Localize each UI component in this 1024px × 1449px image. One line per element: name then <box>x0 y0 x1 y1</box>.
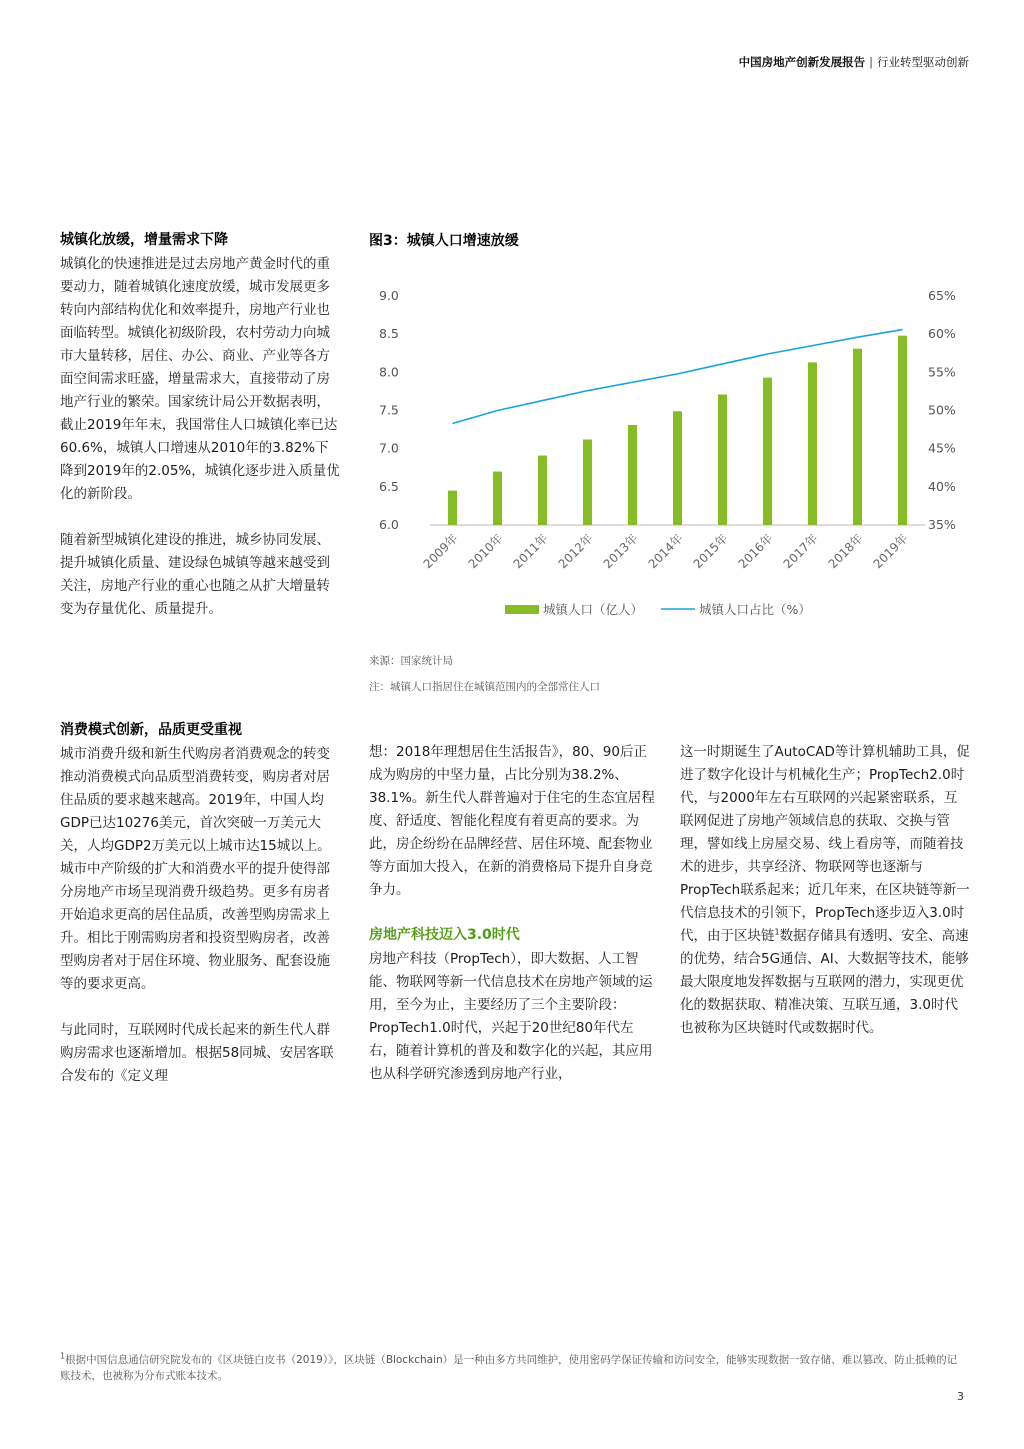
bar-urban-population <box>853 349 862 525</box>
bar-urban-population <box>448 491 457 525</box>
y-right-tick-label: 40% <box>928 478 956 494</box>
y-left-tick-label: 6.0 <box>379 517 399 532</box>
bar-urban-population <box>583 440 592 525</box>
section-heading-urbanization: 城镇化放缓，增量需求下降 <box>60 232 228 248</box>
x-tick-label: 2015年 <box>690 531 731 572</box>
y-right-tick-label: 60% <box>928 326 956 342</box>
footnote-ref[interactable]: 1 <box>774 927 780 937</box>
section-title: 行业转型驱动创新 <box>877 55 969 69</box>
x-tick-label: 2017年 <box>780 531 821 572</box>
paragraph-consumption: 城市消费升级和新生代购房者消费观念的转变推动消费模式向品质型消费转变，购房者对居住品质的要求越来越高。2019年，中国人均GDP已达10276美元，首次突破一万美元大关，人均GDP2万美元以上城市达15城以上。城市中产阶级的扩大和消费水平的提升使得部分房地产市场呈现消费升级趋势。更多有房者开始追求更高的居住品质，改善型购房需求上升。相比于刚需购房者和投资型购房者，改善型购房者对于居住环境、物业服务、配套设施等的要求更高。 <box>60 746 331 992</box>
legend-label-bar: 城镇人口（亿人） <box>543 602 644 617</box>
y-right-tick-label: 50% <box>928 402 956 418</box>
footnote <box>60 1352 960 1384</box>
paragraph-ideal-living: 想：2018年理想居住生活报告》，80、90后正成为购房的中坚力量，占比分别为38.2%、38.1%。新生代人群普遍对于住宅的生态宜居程度、舒适度、智能化程度有着更高的要求。为此，房企纷纷在品牌经营、居住环境、配套物业等方面加大投入，在新的消费格局下提升自身竞争力。 <box>369 744 655 898</box>
paragraph-new-generation: 与此同时，互联网时代成长起来的新生代人群购房需求也逐渐增加。根据58同城、安居客联合发布的《定义理 <box>60 1022 334 1084</box>
y-right-tick-label: 55% <box>928 364 956 380</box>
x-tick-label: 2014年 <box>645 531 686 572</box>
bar-urban-population <box>673 411 682 525</box>
header-separator: | <box>869 55 873 69</box>
paragraph-urbanization: 城镇化的快速推进是过去房地产黄金时代的重要动力，随着城镇化速度放缓，城市发展更多转向内部结构优化和效率提升，房地产行业也面临转型。城镇化初级阶段，农村劳动力向城市大量转移，居住、办公、商业、产业等各方面空间需求旺盛，增量需求大，直接带动了房地产行业的繁荣。国家统计局公开数据表明，截止2019年年末，我国常住人口城镇化率已达60.6%，城镇人口增速从2010年的3.82%下降到2019年的2.05%，城镇化逐步进入质量优化的新阶段。 <box>60 256 340 502</box>
figure-note: 注：城镇人口指居住在城镇范围内的全部常住人口 <box>369 681 600 693</box>
section-heading-consumption: 消费模式创新，品质更受重视 <box>60 722 242 738</box>
footnote-text: 根据中国信息通信研究院发布的《区块链白皮书（2019）》，区块链（Blockchain）是一种由多方共同维护，使用密码学保证传输和访问安全，能够实现数据一致存储、难以篡改、防止抵赖的记账技术，也被称为分布式账本技术。 <box>60 1354 958 1382</box>
figure-title: 图3：城镇人口增速放缓 <box>369 233 519 249</box>
y-left-tick-label: 8.5 <box>379 326 399 342</box>
bar-urban-population <box>538 456 547 525</box>
y-left-tick-label: 6.5 <box>379 478 399 494</box>
x-tick-label: 2011年 <box>510 531 551 572</box>
column-2 <box>369 741 659 1086</box>
x-tick-label: 2019年 <box>870 531 911 572</box>
x-tick-label: 2010年 <box>465 531 506 572</box>
x-tick-label: 2018年 <box>825 531 866 572</box>
bar-urban-population <box>763 378 772 525</box>
page-number: 3 <box>957 1390 964 1403</box>
y-right-tick-label: 65% <box>928 288 956 303</box>
bar-urban-population <box>718 394 727 525</box>
y-right-tick-label: 45% <box>928 440 956 456</box>
running-header <box>739 54 969 70</box>
footnote-marker: 1 <box>60 1351 66 1361</box>
proptech-text-b: 数据存储具有透明、安全、高速的优势，结合5G通信、AI、大数据等技术，能够最大限度地发挥数据与互联网的潜力，实现更优化的数据获取、精准决策、互联互通，3.0时代也被称为区块链时代或数据时代。 <box>680 928 969 1036</box>
bar-urban-population <box>628 425 637 525</box>
bar-urban-population <box>808 362 817 525</box>
legend-swatch-bar <box>505 605 539 614</box>
y-left-tick-label: 7.0 <box>379 440 399 456</box>
section-heading-proptech: 房地产科技迈入3.0时代 <box>369 927 520 943</box>
urban-population-chart <box>365 270 965 630</box>
line-urbanization-rate <box>453 330 903 424</box>
figure-source: 来源：国家统计局 <box>369 655 453 667</box>
x-tick-label: 2013年 <box>600 531 641 572</box>
x-tick-label: 2009年 <box>420 531 461 572</box>
column-1-top <box>60 230 340 621</box>
column-1-bottom <box>60 720 340 1088</box>
y-left-tick-label: 9.0 <box>379 288 399 303</box>
legend-label-line: 城镇人口占比（%） <box>699 602 811 617</box>
proptech-text-a: 这一时期诞生了AutoCAD等计算机辅助工具，促进了数字化设计与机械化生产；PropTech2.0时代，与2000年左右互联网的兴起紧密联系，互联网促进了房地产领域信息的获取、交换与管理，譬如线上房屋交易、线上看房等，而随着技术的进步，共享经济、物联网等也逐渐与PropTech联系起来；近几年来，在区块链等新一代信息技术的引领下，PropTech逐步迈入3.0时代，由于区块链 <box>680 744 970 944</box>
paragraph-new-urbanization: 随着新型城镇化建设的推进，城乡协同发展、提升城镇化质量、建设绿色城镇等越来越受到关注，房地产行业的重心也随之从扩大增量转变为存量优化、质量提升。 <box>60 532 330 617</box>
bar-urban-population <box>898 336 907 525</box>
report-title: 中国房地产创新发展报告 <box>738 55 866 69</box>
y-right-tick-label: 35% <box>928 517 956 532</box>
paragraph-proptech: 房地产科技（PropTech），即大数据、人工智能、物联网等新一代信息技术在房地产领域的运用，至今为止，主要经历了三个主要阶段：PropTech1.0时代，兴起于20世纪80年代左右，随着计算机的普及和数字化的兴起，其应用也从科学研究渗透到房地产行业， <box>369 951 653 1082</box>
y-left-tick-label: 7.5 <box>379 402 399 418</box>
bar-urban-population <box>493 472 502 525</box>
paragraph-proptech-stages <box>680 741 970 1040</box>
y-left-tick-label: 8.0 <box>379 364 399 380</box>
x-tick-label: 2016年 <box>735 531 776 572</box>
x-tick-label: 2012年 <box>555 531 596 572</box>
column-3 <box>680 741 970 1040</box>
